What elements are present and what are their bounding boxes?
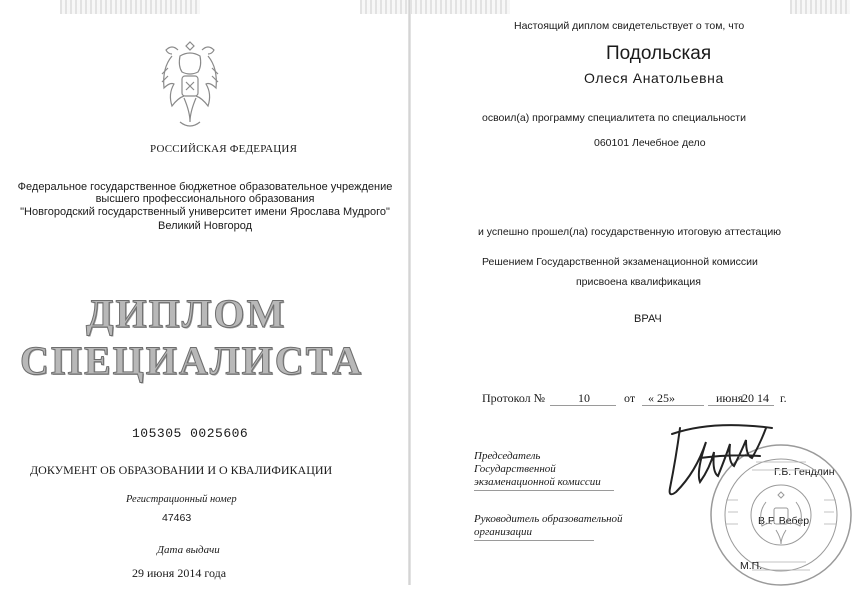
diploma-left-page (0, 0, 410, 585)
protocol-year: 20 14 (742, 391, 769, 405)
chair-label: экзаменационной комиссии (474, 476, 601, 488)
protocol-number: 10 (578, 391, 590, 405)
institution-name: "Новгородский государственный университет имени Ярослава Мудрого" (20, 206, 390, 218)
serial-number: 105305 0025606 (132, 426, 249, 441)
protocol-month: июня (716, 391, 744, 405)
protocol-day-line (642, 405, 704, 406)
institution-line: Федеральное государственное бюджетное образовательное учреждение (17, 181, 393, 193)
document-type: ДОКУМЕНТ ОБ ОБРАЗОВАНИИ И О КВАЛИФИКАЦИИ (30, 463, 333, 477)
registration-number: 47463 (162, 512, 192, 524)
coat-of-arms-icon (158, 38, 222, 136)
chair-name: Г.Б. Гендлин (774, 466, 835, 478)
protocol-month-line (708, 405, 774, 406)
intro-text: Настоящий диплом свидетельствует о том, что (514, 20, 745, 32)
registration-label: Регистрационный номер (126, 494, 237, 505)
chair-label: Государственной (474, 463, 556, 475)
head-label: организации (474, 526, 533, 538)
seal-mark: М.П. (740, 560, 763, 572)
protocol-year-suffix: г. (780, 391, 787, 405)
head-name: В.Р. Вебер (758, 515, 810, 527)
institution-city: Великий Новгород (157, 220, 252, 232)
protocol-label: Протокол № (482, 391, 546, 405)
graduate-given-names: Олеся Анатольевна (584, 70, 724, 86)
head-label: Руководитель образовательной (474, 513, 623, 525)
attestation-statement: и успешно прошел(ла) государственную итоговую аттестацию (478, 226, 782, 238)
specialty: 060101 Лечебное дело (594, 137, 706, 149)
diploma-right-page (410, 0, 853, 585)
graduate-surname: Подольская (606, 43, 712, 64)
qualification-awarded-label: присвоена квалификация (576, 276, 701, 288)
qualification: ВРАЧ (634, 313, 662, 325)
issue-date: 29 июня 2014 года (132, 566, 227, 580)
program-statement: освоил(а) программу специалитета по специальности (482, 112, 746, 124)
commission-decision: Решением Государственной экзаменационной комиссии (482, 256, 758, 268)
diploma-title-line2: СПЕЦИАЛИСТА (20, 338, 364, 383)
chair-signature-icon (640, 408, 790, 518)
head-signature-line (474, 540, 594, 541)
diploma-title: ДИПЛОМ (86, 291, 287, 336)
chair-label: Председатель (474, 450, 541, 462)
protocol-from: от (624, 391, 636, 405)
country-name: РОССИЙСКАЯ ФЕДЕРАЦИЯ (150, 143, 298, 155)
protocol-day: « 25» (648, 391, 675, 405)
chair-signature-line (474, 490, 614, 491)
institution-line: высшего профессионального образования (95, 193, 315, 205)
protocol-number-line (550, 405, 616, 406)
issue-date-label: Дата выдачи (157, 544, 220, 556)
